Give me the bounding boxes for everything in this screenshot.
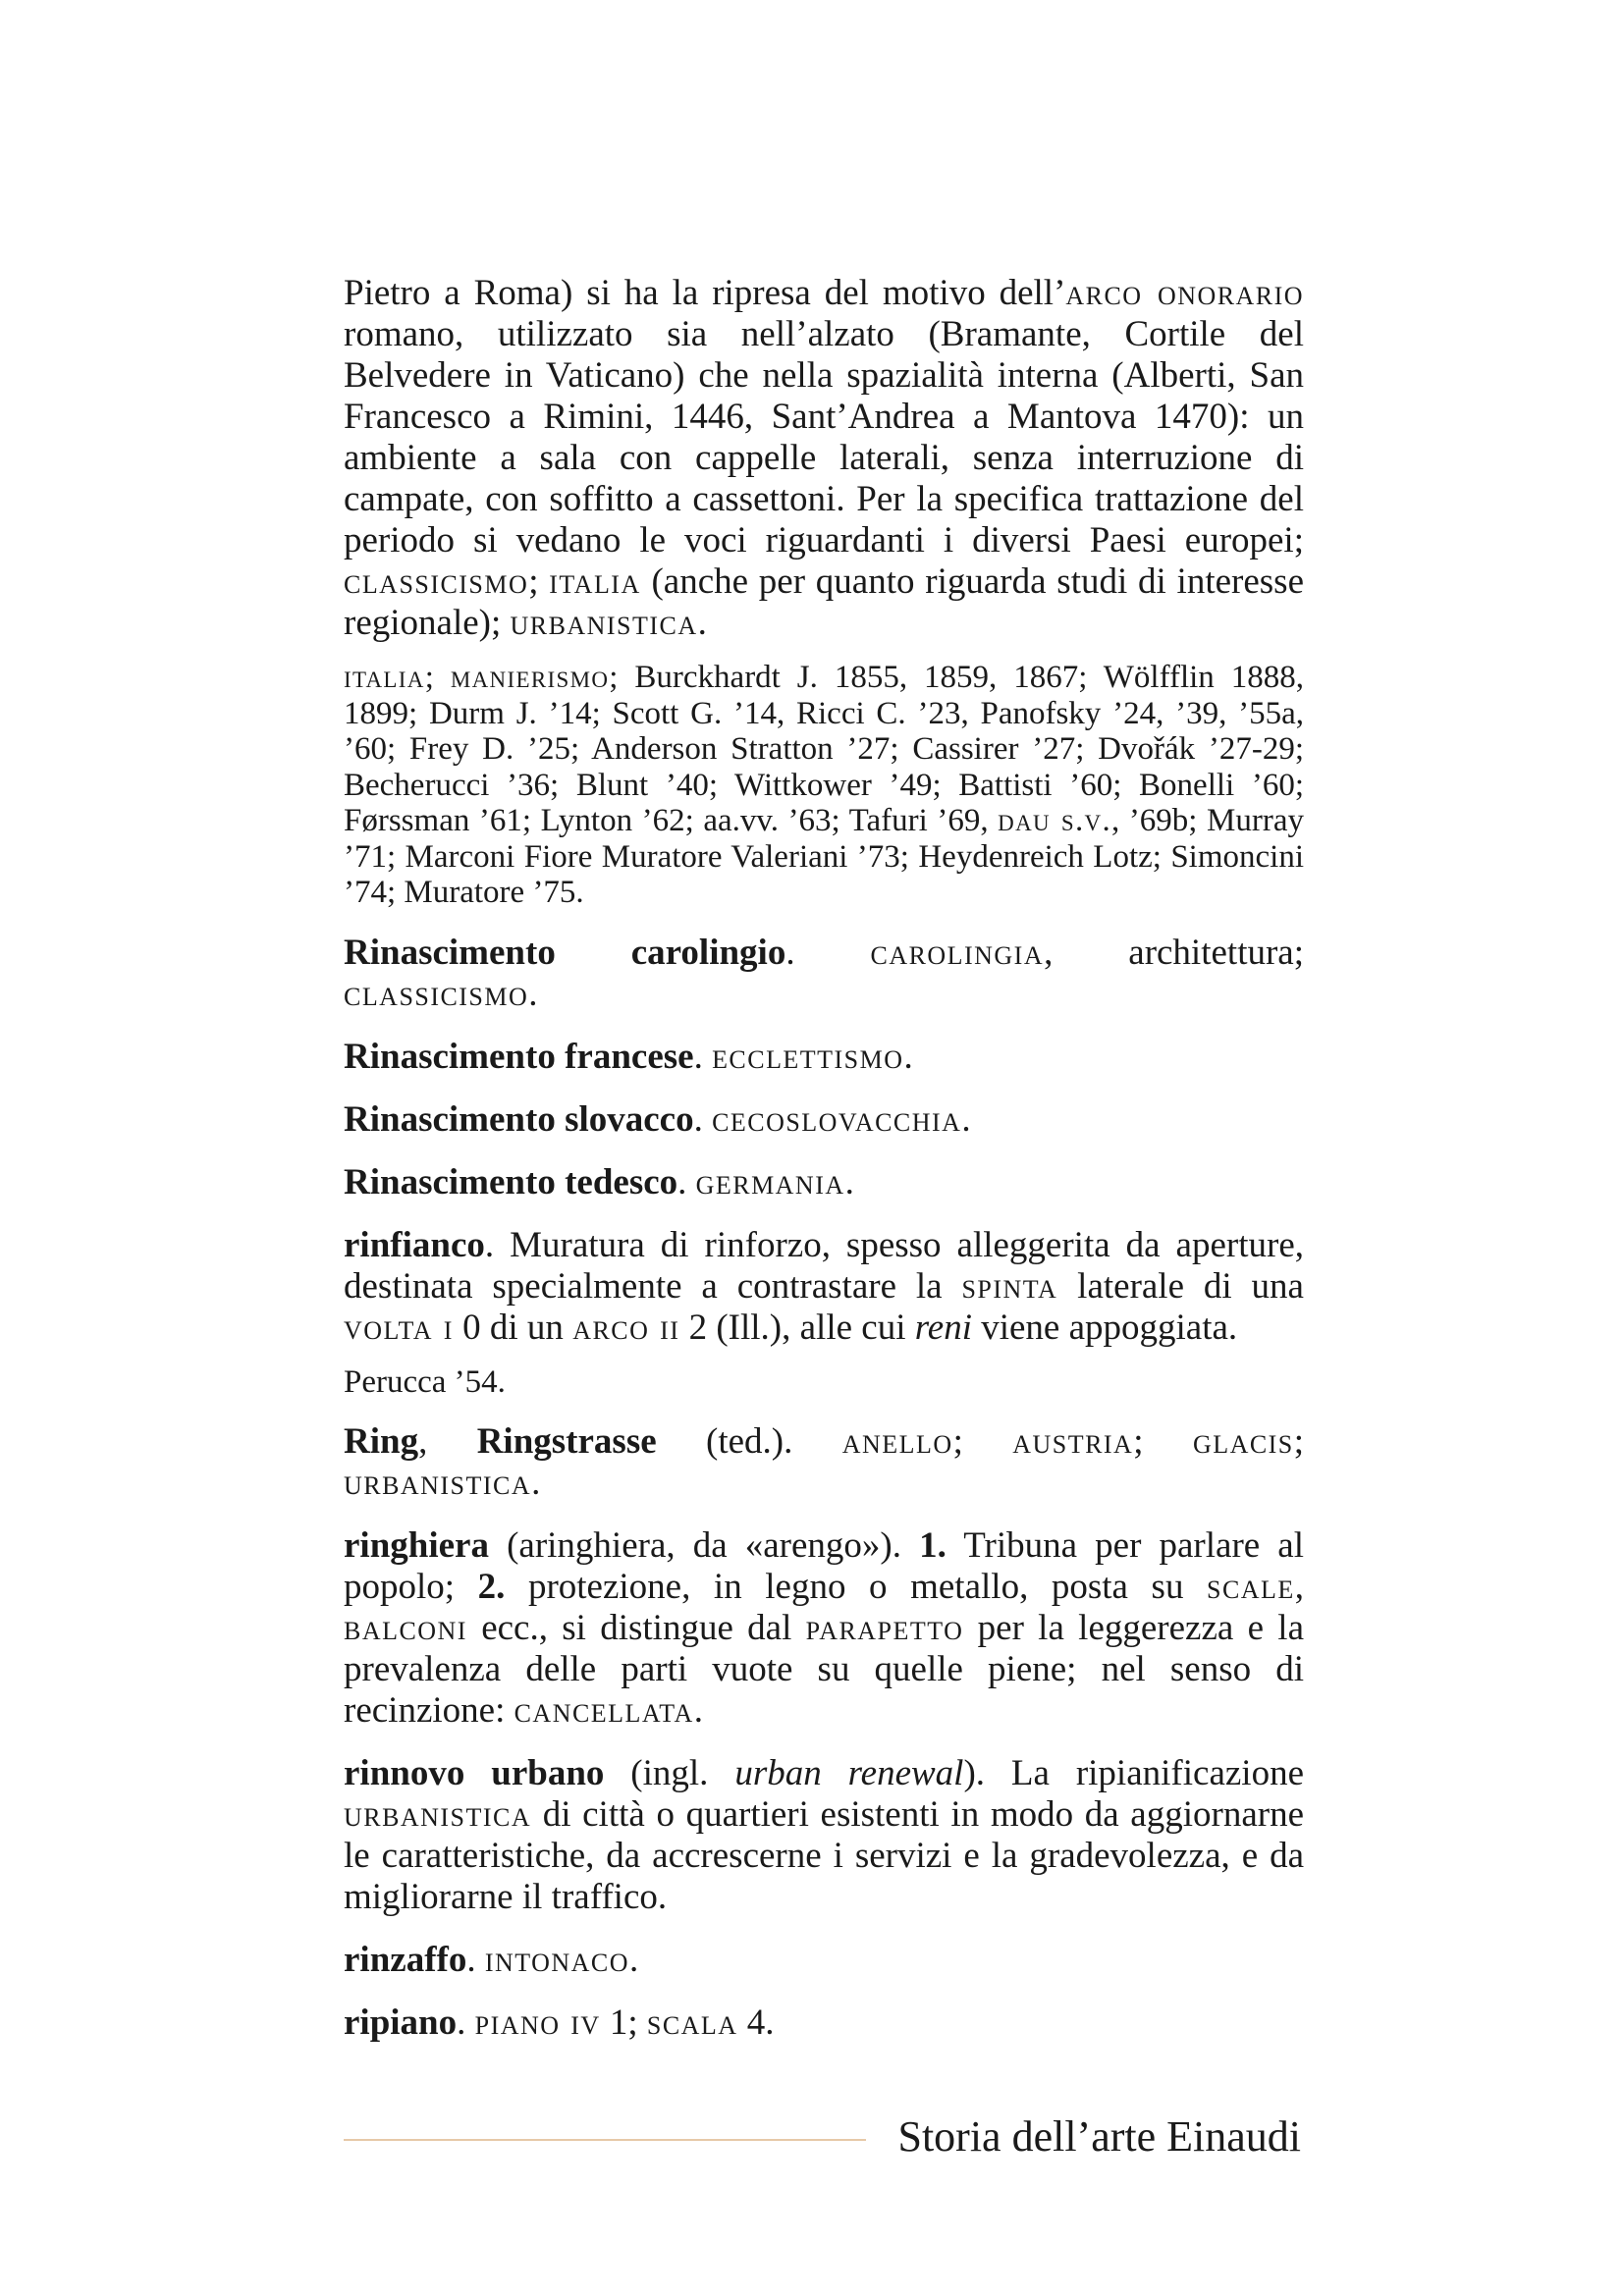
text: 1; [600, 2002, 647, 2043]
entry-headword: rinfianco [344, 1224, 485, 1265]
entry-headword: Ringstrasse [476, 1421, 657, 1462]
entry-headword: Rinascimento francese [344, 1036, 694, 1077]
text: . [629, 1940, 639, 1980]
entry-rinzaffo [344, 1940, 1304, 1981]
cross-reference[interactable]: manierismo [450, 660, 610, 695]
entry-headword: rinnovo urbano [344, 1753, 605, 1793]
text: . [693, 1036, 713, 1077]
text: ; Burckhardt J. 1855, 1859, 1867; Wölfflin 1888, 1899; Durm J. ’14; Scott G. ’14, Ricci C. ’23, Panofsky ’24, ’39, ’55a, ’60; Frey D. ’25; Anderson Stratton ’27; Cassirer ’27; Dvořák ’27-29; Becherucci ’36; Blunt ’40; Wittkower ’49; Battisti ’60; Bonelli ’60; Førssman ’61; Lynton ’62; aa.vv. ’63; Tafuri ’69, [344, 660, 1304, 838]
cross-reference[interactable]: spinta [961, 1265, 1058, 1307]
entry-headword: Rinascimento slovacco [344, 1098, 694, 1140]
text-column [344, 273, 1304, 2044]
entry-rinnovo-urbano [344, 1753, 1304, 1918]
entry-rinascimento-slovacco [344, 1099, 1304, 1141]
entry-ripiano [344, 2002, 1304, 2044]
cross-reference[interactable]: urbanistica [344, 1794, 532, 1835]
text: . [844, 1161, 854, 1202]
text: laterale di una [1057, 1265, 1304, 1307]
text: , architettura; [1044, 932, 1304, 973]
text: . [693, 1690, 704, 1731]
text: di città o quartieri esistenti in modo da aggiornarne le caratteristiche, da accrescerne i servizi e la gradevolezza, e da migliorarne il traffico. [344, 1794, 1304, 1917]
entry-headword: rinzaffo [344, 1940, 467, 1980]
italic-term: urban renewal [734, 1753, 964, 1793]
entry-headword: Rinascimento carolingio [344, 932, 786, 973]
text: . [785, 932, 871, 973]
sense-number: 2. [477, 1567, 506, 1607]
text: . [961, 1098, 971, 1140]
text: romano, utilizzato sia nell’alzato (Bramante, Cortile del Belvedere in Vaticano) che nella spazialità interna (Alberti, San Francesco a Rimini, 1446, Sant’Andrea a Mantova 1470): un ambiente a sala con cappelle laterali, senza interruzione di campate, con soffitto a cassettoni. Per la specifica trattazione del periodo si vedano le voci riguardanti i diversi Paesi europei; [344, 314, 1304, 561]
cross-reference[interactable]: volta i [344, 1307, 454, 1348]
cross-reference[interactable]: piano iv [474, 2002, 601, 2043]
cross-reference[interactable]: urbanistica [510, 603, 698, 643]
entry-rinascimento-francese [344, 1037, 1304, 1078]
text: . [466, 1940, 485, 1980]
bibliography [344, 660, 1304, 911]
cross-reference[interactable]: cancellata [514, 1690, 694, 1731]
text: (ted.). [656, 1421, 842, 1462]
cross-reference[interactable]: anello [841, 1421, 953, 1462]
text: Tribuna per parlare al popolo; [344, 1525, 1305, 1607]
cross-reference[interactable]: germania [695, 1161, 845, 1202]
text: ; [1133, 1421, 1193, 1462]
text: Perucca ’54. [344, 1363, 506, 1400]
text: 4. [737, 2002, 775, 2043]
text: Pietro a Roma) si ha la ripresa del motivo dell’ [344, 273, 1066, 313]
entry-headword: ripiano [344, 2002, 458, 2043]
text: . [528, 973, 538, 1014]
text: ; [528, 561, 550, 602]
footer-rule [344, 2139, 866, 2141]
text: (ingl. [604, 1753, 735, 1793]
text: , [1294, 1567, 1305, 1607]
cross-reference[interactable]: austria [1012, 1421, 1134, 1462]
italic-term: reni [914, 1307, 972, 1348]
entry-rinfianco [344, 1225, 1304, 1349]
text: 0 di un [453, 1307, 573, 1348]
cross-reference[interactable]: dau s.v. [998, 803, 1112, 838]
entry-headword: Rinascimento tedesco [344, 1161, 678, 1202]
cross-reference[interactable]: arco ii [572, 1307, 680, 1348]
text: . [903, 1036, 913, 1077]
cross-reference[interactable]: urbanistica [344, 1463, 532, 1503]
entry-headword: ringhiera [344, 1525, 489, 1566]
entry-rinascimento-tedesco [344, 1162, 1304, 1203]
text: per la leggerezza e la prevalenza delle parti vuote su quelle piene; nel senso di recinzione: [344, 1608, 1304, 1731]
cross-reference[interactable]: italia [549, 561, 641, 602]
cross-reference[interactable]: parapetto [805, 1608, 964, 1648]
cross-reference[interactable]: carolingia [870, 932, 1045, 973]
entry-rinascimento-carolingio [344, 933, 1304, 1015]
bibliography [344, 1364, 1304, 1401]
intro-paragraph [344, 273, 1304, 644]
cross-reference[interactable]: cecoslovacchia [712, 1098, 962, 1140]
entry-ring [344, 1421, 1304, 1504]
text: . [531, 1463, 541, 1503]
text: ; [424, 660, 451, 695]
text: . [697, 603, 707, 643]
entry-headword: Ring [344, 1421, 419, 1462]
text: , [418, 1421, 477, 1462]
sense-number: 1. [919, 1525, 947, 1566]
text: 2 (Ill.), alle cui [679, 1307, 915, 1348]
entry-ringhiera [344, 1525, 1304, 1732]
cross-reference[interactable]: intonaco [484, 1940, 629, 1980]
text: ; [1293, 1421, 1305, 1462]
text: ecc., si distingue dal [466, 1608, 806, 1648]
cross-reference[interactable]: classicismo [344, 973, 529, 1014]
cross-reference[interactable]: balconi [344, 1608, 467, 1648]
text: . Muratura di rinforzo, spesso alleggerita da aperture, destinata specialmente a contrastare la [344, 1224, 1304, 1307]
text: ; [952, 1421, 1013, 1462]
text: (anche per quanto riguarda studi di interesse regionale); [344, 561, 1304, 643]
cross-reference[interactable]: italia [344, 660, 425, 695]
cross-reference[interactable]: classicismo [344, 561, 529, 602]
footer-publisher: Storia dell’arte Einaudi [897, 2112, 1301, 2161]
text: , ’69b; Murray ’71; Marconi Fiore Muratore Valeriani ’73; Heydenreich Lotz; Simoncini ’74; Muratore ’75. [344, 803, 1304, 910]
text: . [693, 1098, 713, 1140]
text: . [457, 2002, 475, 2043]
cross-reference[interactable]: arco onorario [1065, 273, 1305, 313]
text: protezione, in legno o metallo, posta su [505, 1567, 1208, 1607]
text: ). La ripianificazione [963, 1753, 1304, 1793]
cross-reference[interactable]: scala [646, 2002, 738, 2043]
cross-reference[interactable]: glacis [1192, 1421, 1294, 1462]
text: (aringhiera, da «arengo»). [488, 1525, 920, 1566]
text: viene appoggiata. [971, 1307, 1238, 1348]
cross-reference[interactable]: ecclettismo [712, 1036, 904, 1077]
text: . [677, 1161, 696, 1202]
cross-reference[interactable]: scale [1207, 1567, 1295, 1607]
